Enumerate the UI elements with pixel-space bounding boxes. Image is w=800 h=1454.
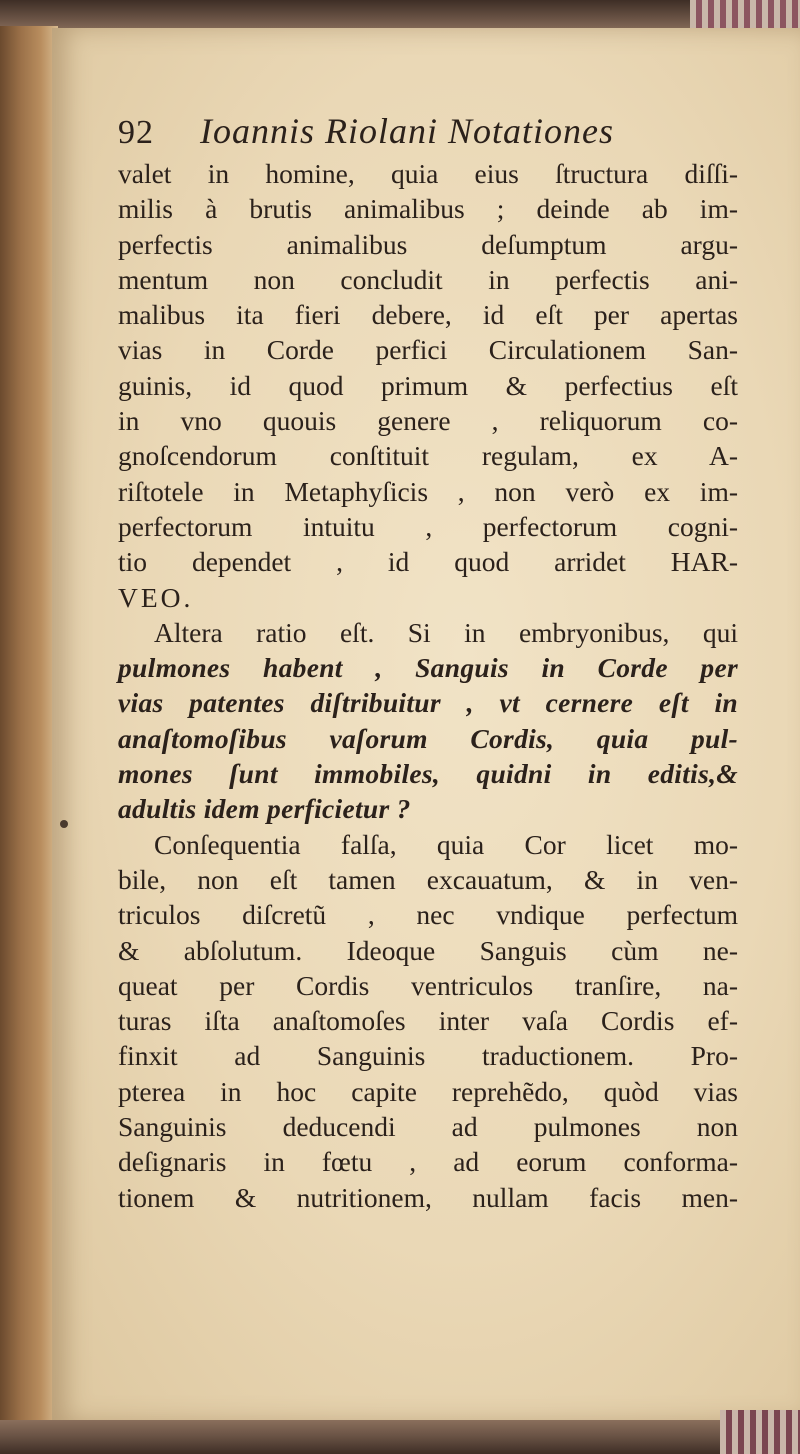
text-line: milis à brutis animalibus ; deinde ab im- [118, 193, 738, 225]
page-header [118, 110, 738, 156]
text-line: vias patentes diſtribuitur , vt cernere eſt in [118, 687, 738, 719]
page-text [118, 110, 738, 1215]
text-line: anaſtomoſibus vaſorum Cordis, quia pul- [118, 722, 738, 754]
text-line: pterea in hoc capite reprehẽdo, quòd vias [118, 1075, 738, 1107]
text-line: Sanguinis deducendi ad pulmones non [118, 1111, 738, 1143]
text-line: adultis idem perficietur ? [118, 793, 411, 825]
text-line: guinis, id quod primum & perfectius eſt [118, 369, 738, 401]
paragraph-1 [118, 156, 738, 615]
paragraph-3 [118, 827, 738, 1215]
text-line: pulmones habent , Sanguis in Corde per [118, 652, 738, 684]
text-line: gnoſcendorum conſtituit regulam, ex A- [118, 440, 738, 472]
text-line: VEO. [118, 581, 194, 613]
text-line: malibus ita fieri debere, id eſt per apertas [118, 299, 738, 331]
text-line: riſtotele in Metaphyſicis , non verò ex im- [118, 475, 738, 507]
text-line: bile, non eſt tamen excauatum, & in ven- [118, 863, 738, 895]
bookmark-ribbon-top [690, 0, 800, 28]
text-line: Conſequentia falſa, quia Cor licet mo- [154, 828, 738, 860]
page-number: 92 [118, 114, 154, 151]
text-line: mones ſunt immobiles, quidni in editis,& [118, 758, 738, 790]
running-title: Ioannis Riolani Notationes [200, 111, 615, 151]
text-line: deſignaris in fœtu , ad eorum conforma- [118, 1146, 738, 1178]
bookmark-ribbon-bottom [720, 1410, 800, 1454]
text-line: mentum non concludit in perfectis ani- [118, 263, 738, 295]
text-line: in vno quouis genere , reliquorum co- [118, 405, 738, 437]
ink-speck [60, 820, 68, 828]
book-spine [0, 26, 58, 1426]
text-line: triculos diſcretũ , nec vndique perfectum [118, 899, 738, 931]
book-bottom-edge [0, 1420, 800, 1454]
text-line: finxit ad Sanguinis traductionem. Pro- [118, 1040, 738, 1072]
text-line: queat per Cordis ventriculos tranſire, na- [118, 969, 738, 1001]
text-line: tio dependet , id quod arridet HAR- [118, 546, 738, 578]
text-line: & abſolutum. Ideoque Sanguis cùm ne- [118, 934, 738, 966]
text-line: vias in Corde perfici Circulationem San- [118, 334, 738, 366]
text-line: Altera ratio eſt. Si in embryonibus, qui [154, 616, 738, 648]
text-line: valet in homine, quia eius ſtructura diſſi- [118, 158, 738, 189]
text-line: tionem & nutritionem, nullam facis men- [118, 1181, 738, 1213]
text-line: perfectorum intuitu , perfectorum cogni- [118, 510, 738, 542]
text-line: perfectis animalibus deſumptum argu- [118, 228, 738, 260]
paragraph-2 [118, 615, 738, 827]
text-line: turas iſta anaſtomoſes inter vaſa Cordis ef- [118, 1005, 738, 1037]
